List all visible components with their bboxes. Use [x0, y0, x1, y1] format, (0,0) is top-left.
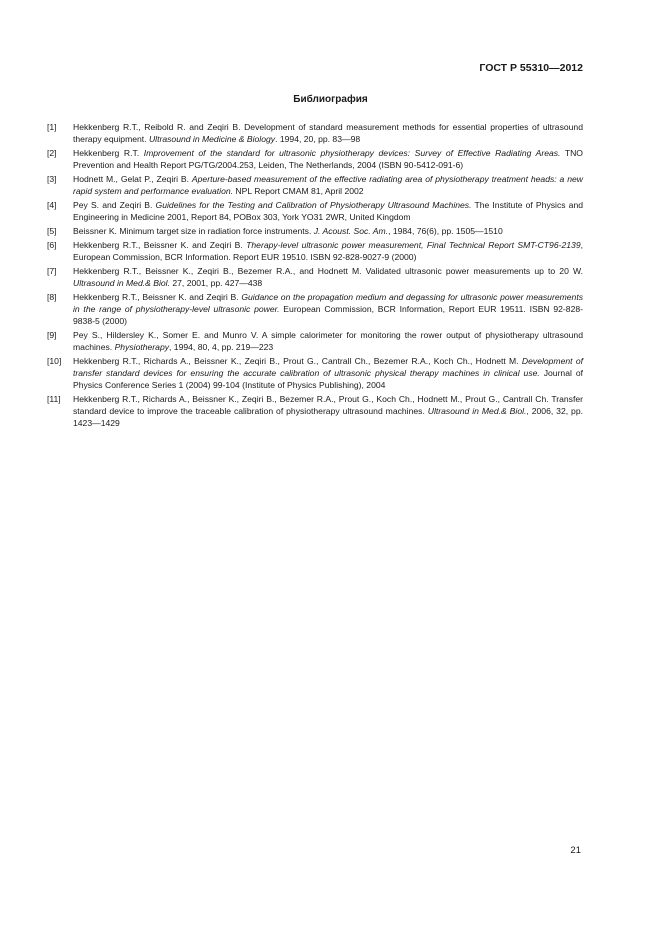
reference-title-italic: Guidance on the propagation medium and degassing for ultrasonic power measurements in the range of physiotherapy-level ultrasonic power. — [73, 292, 583, 314]
reference-text — [73, 239, 583, 263]
reference-text — [73, 225, 583, 237]
reference-text-part: . 1994, 20, pp. 83—98 — [275, 134, 361, 144]
reference-text-part: Hekkenberg R.T., Richards A., Beissner K., Zeqiri B., Prout G., Cantrall Ch., Bezemer R.A., Koch Ch., Hodnett M. — [73, 356, 522, 366]
reference-title-italic: Physiotherapy — [114, 342, 170, 352]
reference-item — [47, 239, 583, 263]
reference-text-part: Hekkenberg R.T., Beissner K. and Zeqiri B. — [73, 292, 242, 302]
section-title: Библиография — [293, 94, 368, 105]
reference-text-part: The Institute of Physics and Engineering in Medicine 2001, Report 84, POBox 303, York YO31 2WR, United Kingdom — [73, 200, 584, 222]
reference-item — [47, 291, 583, 327]
reference-number: [2] — [47, 148, 57, 158]
reference-number: [5] — [47, 226, 57, 236]
reference-text — [73, 393, 583, 429]
reference-item — [47, 225, 583, 237]
reference-text-part: Beissner K. Minimum target size in radiation force instruments. — [73, 226, 314, 236]
reference-list — [47, 121, 583, 431]
reference-title-italic: J. Acoust. Soc. Am. — [313, 226, 389, 236]
reference-title-italic: Therapy-level ultrasonic power measurement, Final Technical Report SMT-CT96-2139 — [246, 240, 581, 250]
reference-item — [47, 121, 583, 145]
document-code: ГОСТ Р 55310—2012 — [479, 62, 583, 74]
reference-title-italic: Improvement of the standard for ultrasonic physiotherapy devices: Survey of Effective Radiating Areas. — [143, 148, 561, 158]
reference-text-part: NPL Report CMAM 81, April 2002 — [233, 186, 364, 196]
reference-number: [9] — [47, 330, 57, 340]
reference-text-part: Hekkenberg R.T., Beissner K., Zeqiri B., Bezemer R.A., and Hodnett M. Validated ultrasonic power measurements up to 20 W. — [73, 266, 583, 276]
reference-text-part: Pey S., Hildersley K., Somer E. and Munro V. A simple calorimeter for monitoring the rower output of physiotherapy ultrasound machines. — [73, 330, 583, 352]
reference-text — [73, 291, 583, 327]
reference-title-italic: Development of transfer standard devices for ensuring the accurate calibration of ultrasonic physical therapy machines in clinical use. — [73, 356, 583, 378]
reference-text-part: Hekkenberg R.T., Reibold R. and Zeqiri B. Development of standard measurement methods for essential properties of ultrasound therapy equipment. — [73, 122, 583, 144]
reference-number: [4] — [47, 200, 57, 210]
reference-text-part: Journal of Physics Conference Series 1 (2004) 99-104 (Institute of Physics Publishing), 2004 — [73, 368, 583, 390]
reference-text-part: Hekkenberg R.T., Richards A., Beissner K., Zeqiri B., Bezemer R.A., Prout G., Koch Ch., Hodnett M., Prout G., Cantrall Ch. Transfer standard device to improve the traceable calibration of physiotherapy ultrasound machines. — [73, 394, 583, 416]
reference-number: [3] — [47, 174, 57, 184]
reference-text-part: Hodnett M., Gelat P., Zeqiri B. — [73, 174, 192, 184]
reference-item — [47, 265, 583, 289]
reference-text-part: , 2006, 32, pp. 1423—1429 — [73, 406, 584, 428]
reference-text-part: , 1994, 80, 4, pp. 219—223 — [169, 342, 274, 352]
reference-title-italic: Ultrasound in Med.& Biol. — [427, 406, 527, 416]
reference-text — [73, 355, 583, 391]
reference-text-part: , 1984, 76(6), pp. 1505—1510 — [388, 226, 503, 236]
reference-text-part: , European Commission, BCR Information. Report EUR 19510. ISBN 92-828-9027-9 (2000) — [73, 240, 583, 262]
reference-number: [1] — [47, 122, 57, 132]
reference-number: [7] — [47, 266, 57, 276]
reference-number: [6] — [47, 240, 57, 250]
reference-number: [10] — [47, 356, 62, 366]
reference-text-part: Hekkenberg R.T. — [73, 148, 144, 158]
reference-item — [47, 355, 583, 391]
reference-item — [47, 199, 583, 223]
reference-number: [11] — [47, 394, 61, 404]
reference-title-italic: Ultrasound in Med.& Biol. — [73, 278, 170, 288]
reference-number: [8] — [47, 292, 57, 302]
reference-text — [73, 265, 583, 289]
reference-text-part: Hekkenberg R.T., Beissner K. and Zeqiri B. — [73, 240, 247, 250]
reference-text-part: 27, 2001, pp. 427—438 — [169, 278, 263, 288]
reference-text — [73, 173, 583, 197]
reference-item — [47, 329, 583, 353]
reference-item — [47, 173, 583, 197]
page-number: 21 — [570, 845, 581, 856]
reference-text-part: Pey S. and Zeqiri B. — [73, 200, 156, 210]
reference-text-part: European Commission, BCR Information, Report EUR 19511. ISBN 92-828-9838-5 (2000) — [73, 304, 583, 326]
reference-item — [47, 393, 583, 429]
reference-text-part: TNO Prevention and Health Report PG/TG/2004.253, Leiden, The Netherlands, 2004 (ISBN 90-5412-091-6) — [73, 148, 583, 170]
reference-title-italic: Ultrasound in Medicine & Biology — [148, 134, 276, 144]
reference-title-italic: Guidelines for the Testing and Calibration of Physiotherapy Ultrasound Machines. — [155, 200, 472, 210]
reference-item — [47, 147, 583, 171]
reference-text — [73, 199, 583, 223]
reference-text — [73, 121, 583, 145]
reference-title-italic: Aperture-based measurement of the effective radiating area of physiotherapy treatment heads: a new rapid system and performance evaluation. — [73, 174, 583, 196]
reference-text — [73, 329, 583, 353]
reference-text — [73, 147, 583, 171]
